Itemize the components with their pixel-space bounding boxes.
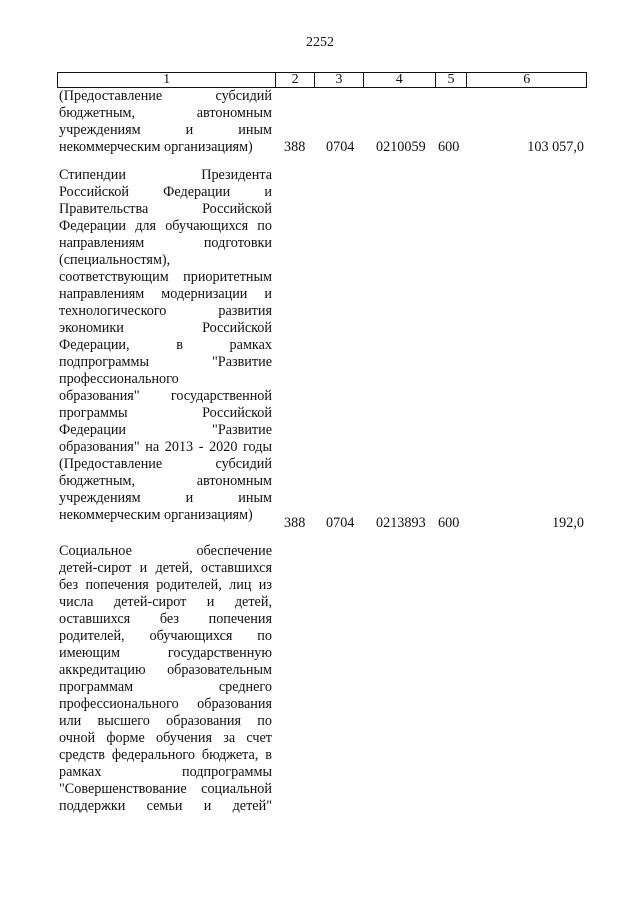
description-line: некоммерческим организациям) bbox=[59, 507, 253, 523]
description-line: соответствующим приоритетным bbox=[59, 269, 272, 285]
gov-code: 388 bbox=[284, 515, 306, 531]
description-line: Социальное обеспечение bbox=[59, 543, 272, 559]
description-line: Федерации, в рамках bbox=[59, 337, 272, 353]
description-line: средств федерального бюджета, в bbox=[59, 747, 272, 763]
description-line: оставшихся без попечения bbox=[59, 611, 272, 627]
column-header-6: 6 bbox=[523, 72, 531, 87]
description-line: экономики Российской bbox=[59, 320, 272, 336]
row-description bbox=[59, 88, 272, 156]
column-header-1: 1 bbox=[58, 73, 276, 87]
amount: 103 057,0 bbox=[527, 139, 584, 155]
description-line: учреждениям и иным bbox=[59, 490, 272, 506]
description-line: Правительства Российской bbox=[59, 201, 272, 217]
description-line: профессионального образования bbox=[59, 696, 272, 712]
description-line: бюджетным, автономным bbox=[59, 473, 272, 489]
description-line: Стипендии Президента bbox=[59, 167, 272, 183]
page-number: 2252 bbox=[306, 35, 334, 50]
column-header-4: 4 bbox=[364, 73, 436, 87]
description-line: "Совершенствование социальной bbox=[59, 781, 272, 797]
section-code: 0704 bbox=[326, 139, 355, 155]
description-line: Российской Федерации и bbox=[59, 184, 272, 200]
description-line: бюджетным, автономным bbox=[59, 105, 272, 121]
description-line: образования" государственной bbox=[59, 388, 272, 404]
description-line: или высшего образования по bbox=[59, 713, 272, 729]
description-line: поддержки семьи и детей" bbox=[59, 798, 272, 814]
description-line: направлениям подготовки bbox=[59, 235, 272, 251]
section-code: 0704 bbox=[326, 515, 355, 531]
expense-type-code: 600 bbox=[438, 139, 460, 155]
target-code: 0213893 bbox=[376, 515, 426, 531]
description-line: без попечения родителей, лиц из bbox=[59, 577, 272, 593]
description-line: образования" на 2013 - 2020 годы bbox=[59, 439, 272, 455]
description-line: (Предоставление субсидий bbox=[59, 88, 272, 104]
target-code: 0210059 bbox=[376, 139, 426, 155]
column-header-5: 5 bbox=[436, 73, 468, 87]
row-description bbox=[59, 167, 272, 524]
column-header-3: 3 bbox=[315, 73, 364, 87]
description-line: аккредитацию образовательным bbox=[59, 662, 272, 678]
expense-type-code: 600 bbox=[438, 515, 460, 531]
description-line: числа детей-сирот и детей, bbox=[59, 594, 272, 610]
description-line: подпрограммы "Развитие bbox=[59, 354, 272, 370]
description-line: некоммерческим организациям) bbox=[59, 139, 253, 155]
description-line: имеющим государственную bbox=[59, 645, 272, 661]
description-line: программам среднего bbox=[59, 679, 272, 695]
description-line: очной форме обучения за счет bbox=[59, 730, 272, 746]
description-line: программы Российской bbox=[59, 405, 272, 421]
description-line: направлениям модернизации и bbox=[59, 286, 272, 302]
description-line: учреждениям и иным bbox=[59, 122, 272, 138]
description-line: родителей, обучающихся по bbox=[59, 628, 272, 644]
description-line: технологического развития bbox=[59, 303, 272, 319]
column-header-row bbox=[57, 72, 587, 88]
description-line: рамках подпрограммы bbox=[59, 764, 272, 780]
description-line: Федерации "Развитие bbox=[59, 422, 272, 438]
gov-code: 388 bbox=[284, 139, 306, 155]
description-line: (Предоставление субсидий bbox=[59, 456, 272, 472]
description-line: (специальностям), bbox=[59, 252, 171, 268]
description-line: профессионального bbox=[59, 371, 179, 387]
description-line: детей-сирот и детей, оставшихся bbox=[59, 560, 272, 576]
description-line: Федерации для обучающихся по bbox=[59, 218, 272, 234]
row-description bbox=[59, 543, 272, 815]
amount: 192,0 bbox=[552, 515, 584, 531]
column-header-2: 2 bbox=[276, 73, 315, 87]
